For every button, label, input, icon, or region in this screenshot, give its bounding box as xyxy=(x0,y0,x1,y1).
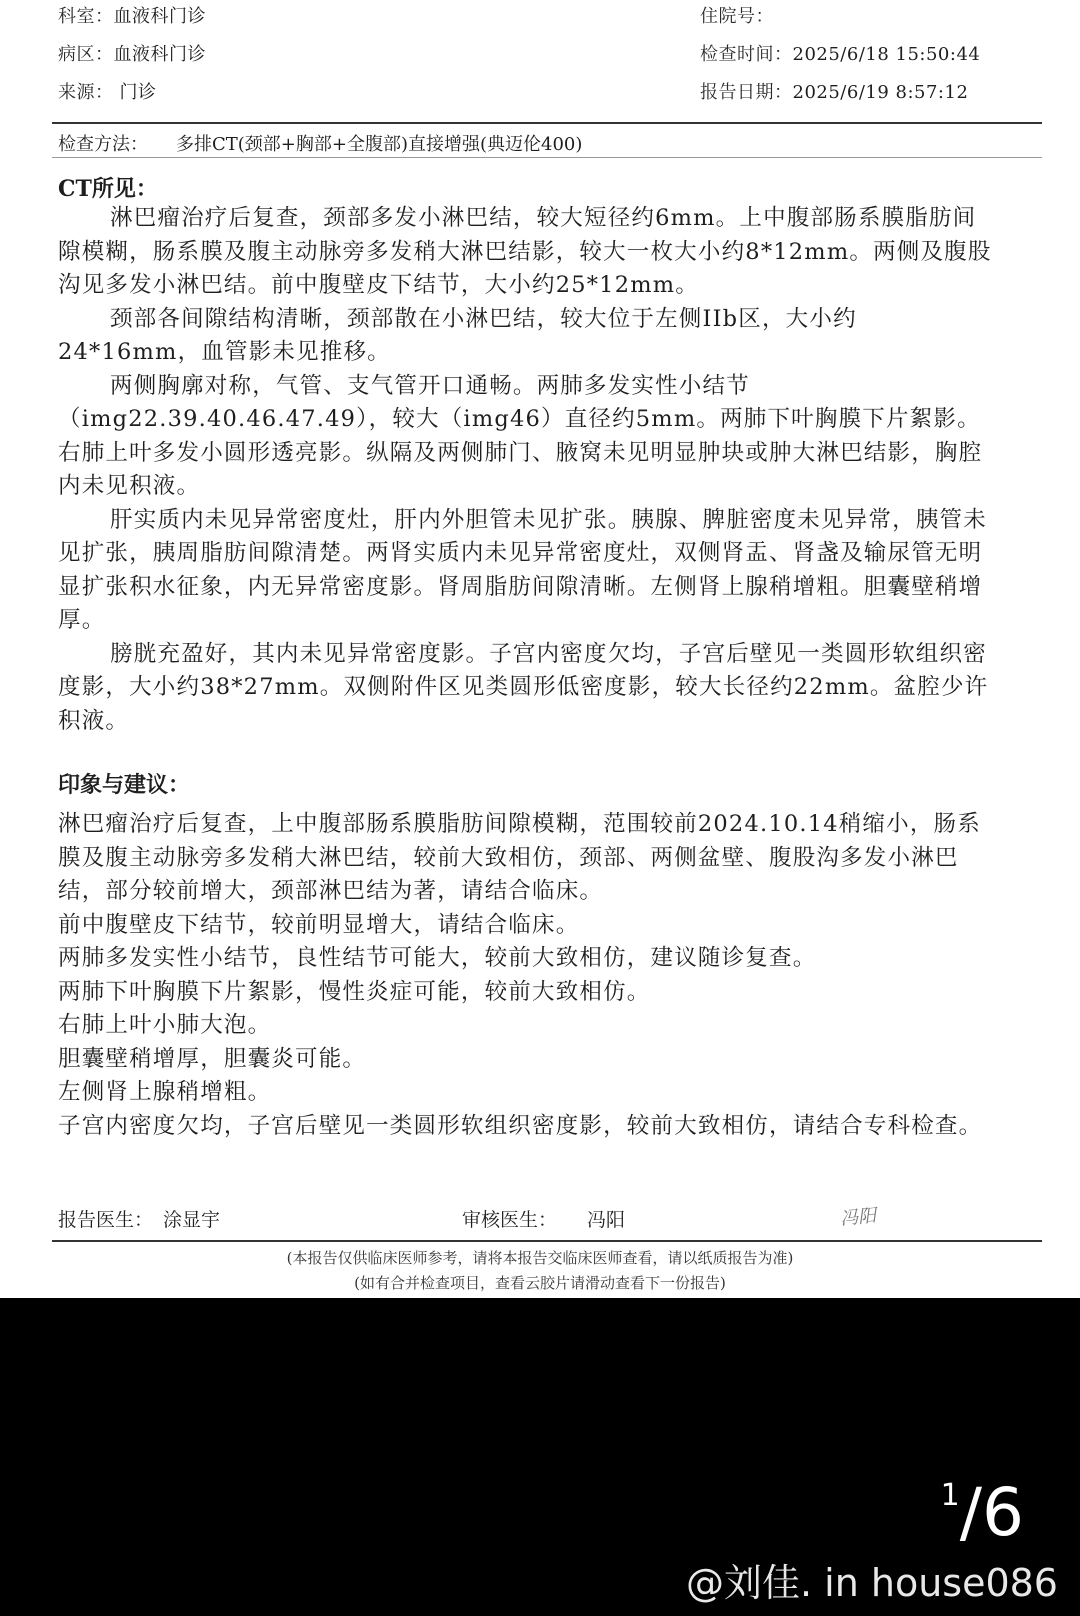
page-indicator xyxy=(941,1474,1024,1551)
impression-line: 胆囊壁稍增厚，胆囊炎可能。 xyxy=(58,1045,367,1072)
reporter-signature xyxy=(58,1205,220,1232)
exam-time-row xyxy=(700,40,980,66)
exam-method xyxy=(58,130,582,156)
ward-label: 病区： xyxy=(58,44,114,65)
reporter-label: 报告医生： xyxy=(58,1209,154,1231)
method-divider xyxy=(52,157,1042,158)
cloud-film-note: (如有合并检查项目，查看云胶片请滑动查看下一份报告) xyxy=(354,1274,726,1292)
header-divider xyxy=(52,122,1042,124)
reporter-name: 涂显宇 xyxy=(163,1209,221,1231)
source-row xyxy=(58,78,157,104)
exam-method-label: 检查方法： xyxy=(58,134,148,155)
findings-paragraph: 肝实质内未见异常密度灶，肝内外胆管未见扩张。胰腺、脾脏密度未见异常，胰管未见扩张，胰周脂肪间隙清楚。两肾实质内未见异常密度灶，双侧肾盂、肾盏及输尿管无明显扩张积水征象，内无异常密度影。肾周脂肪间隙清晰。左侧肾上腺稍增粗。胆囊壁稍增厚。 xyxy=(58,506,987,633)
report-date-value: 2025/6/19 8:57:12 xyxy=(792,82,969,103)
watermark: @刘佳. in house086 xyxy=(685,1561,1058,1605)
footer-divider xyxy=(52,1240,1042,1242)
reviewer-name: 冯阳 xyxy=(587,1209,626,1231)
ward-row xyxy=(58,40,206,66)
disclaimer-note: (本报告仅供临床医师参考，请将本报告交临床医师查看，请以纸质报告为准) xyxy=(286,1249,794,1267)
findings-body xyxy=(58,202,998,738)
department-row xyxy=(58,2,206,28)
findings-paragraph: 膀胱充盈好，其内未见异常密度影。子宫内密度欠均，子宫后壁见一类圆形软组织密度影，大小约38*27mm。双侧附件区见类圆形低密度影，较大长径约22mm。盆腔少许积液。 xyxy=(58,640,989,734)
reviewer-label: 审核医生： xyxy=(462,1209,558,1231)
source-label: 来源： xyxy=(58,82,114,103)
inpatient-row xyxy=(700,2,774,28)
exam-time-value: 2025/6/18 15:50:44 xyxy=(792,44,981,65)
impression-line: 左侧肾上腺稍增粗。 xyxy=(58,1079,272,1105)
findings-paragraph: 淋巴瘤治疗后复查，颈部多发小淋巴结，较大短径约6mm。上中腹部肠系膜脂肪间隙模糊，肠系膜及腹主动脉旁多发稍大淋巴结影，较大一枚大小约8*12mm。两侧及腹股沟见多发小淋巴结。前中腹壁皮下结节，大小约25*12mm。 xyxy=(58,205,992,298)
current-page: 1 xyxy=(940,1478,960,1513)
total-pages: /6 xyxy=(959,1474,1024,1551)
impression-line: 右肺上叶小肺大泡。 xyxy=(58,1012,272,1038)
findings-paragraph: 颈部各间隙结构清晰，颈部散在小淋巴结，较大位于左侧IIb区，大小约24*16mm，血管影未见推移。 xyxy=(58,305,857,365)
source-value: 门诊 xyxy=(119,82,157,103)
exam-method-value: 多排CT(颈部+胸部+全腹部)直接增强(典迈伦400) xyxy=(176,134,583,155)
report-date-label: 报告日期： xyxy=(700,82,793,103)
department-value: 血液科门诊 xyxy=(113,6,206,27)
department-label: 科室： xyxy=(58,6,114,27)
findings-title: CT所见： xyxy=(58,176,158,202)
exam-time-label: 检查时间： xyxy=(700,44,793,65)
impression-line: 前中腹壁皮下结节，较前明显增大，请结合临床。 xyxy=(58,911,580,938)
impression-line: 两肺下叶胸膜下片絮影，慢性炎症可能，较前大致相仿。 xyxy=(58,978,651,1005)
findings-paragraph: 两侧胸廓对称，气管、支气管开口通畅。两肺多发实性小结节（img22.39.40.46.47.49），较大（img46）直径约5mm。两肺下叶胸膜下片絮影。右肺上叶多发小圆形透亮影。纵隔及两侧肺门、腋窝未见明显肿块或肿大淋巴结影，胸腔内未见积液。 xyxy=(58,372,983,499)
handwritten-signature: 冯阳 xyxy=(839,1205,878,1230)
impression-line: 淋巴瘤治疗后复查，上中腹部肠系膜脂肪间隙模糊，范围较前2024.10.14稍缩小，肠系膜及腹主动脉旁多发稍大淋巴结，较前大致相仿，颈部、两侧盆壁、腹股沟多发小淋巴结，部分较前增大，颈部淋巴结为著，请结合临床。 xyxy=(58,811,981,904)
report-date-row xyxy=(700,78,968,104)
inpatient-label: 住院号： xyxy=(700,6,774,27)
impression-body xyxy=(58,808,998,1143)
impression-line: 两肺多发实性小结节，良性结节可能大，较前大致相仿，建议随诊复查。 xyxy=(58,945,817,971)
impression-title: 印象与建议： xyxy=(58,772,191,798)
ward-value: 血液科门诊 xyxy=(113,44,206,65)
impression-line: 子宫内密度欠均，子宫后壁见一类圆形软组织密度影，较前大致相仿，请结合专科检查。 xyxy=(58,1112,983,1139)
reviewer-signature xyxy=(462,1205,625,1232)
